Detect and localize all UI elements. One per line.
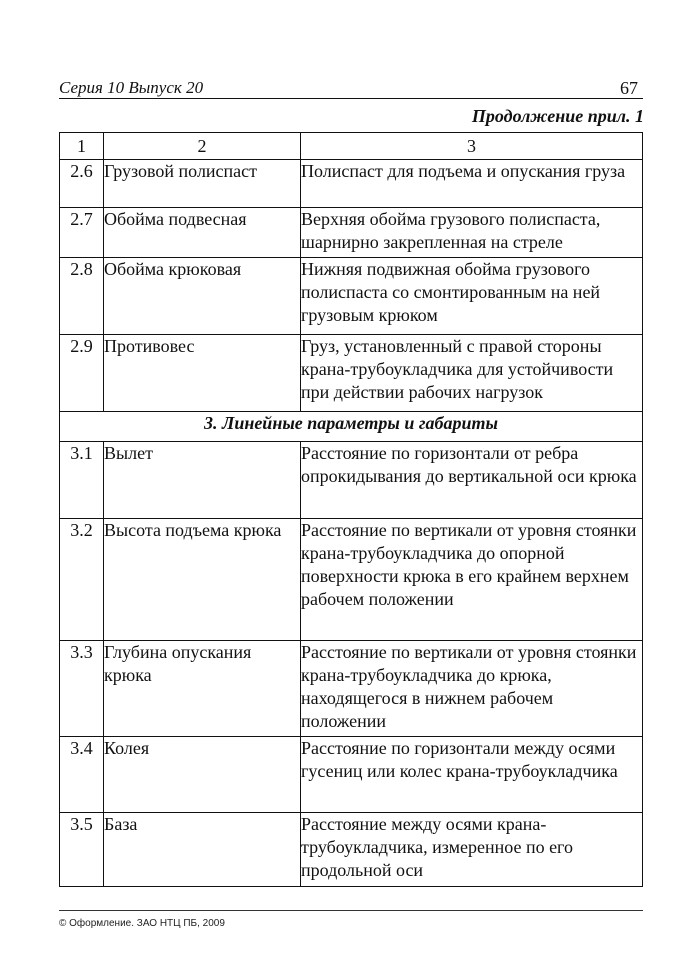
table-row: [60, 813, 643, 887]
item-definition: Расстояние по горизонтали между осями гусениц или колес крана-трубоукладчика: [301, 737, 643, 813]
series-title: Серия 10 Выпуск 20: [59, 78, 204, 97]
table-row: [60, 519, 643, 641]
table-row: [60, 442, 643, 519]
item-number: 3.4: [60, 737, 104, 813]
item-term: Высота подъема крюка: [104, 519, 301, 641]
copyright-footer: © Оформление. ЗАО НТЦ ПБ, 2009: [59, 918, 225, 929]
section-row: [60, 412, 643, 442]
column-header: 3: [301, 133, 643, 160]
running-header: [59, 78, 640, 98]
item-number: 2.9: [60, 335, 104, 412]
section-title: 3. Линейные параметры и габариты: [60, 412, 643, 442]
table-row: [60, 737, 643, 813]
header-rule: [59, 98, 643, 99]
item-definition: Расстояние по вертикали от уровня стоянки крана-трубоукладчика до крюка, находящегося в нижнем рабочем положении: [301, 641, 643, 737]
table-row: [60, 208, 643, 258]
item-term: Противовес: [104, 335, 301, 412]
table-header-row: [60, 133, 643, 160]
table-row: [60, 160, 643, 208]
continuation-caption: Продолжение прил. 1: [471, 106, 644, 126]
item-term: База: [104, 813, 301, 887]
footer-rule: [59, 910, 643, 911]
table-row: [60, 335, 643, 412]
item-definition: Расстояние между осями крана-трубоукладчика, измеренное по его продольной оси: [301, 813, 643, 887]
item-number: 3.5: [60, 813, 104, 887]
terms-table: [59, 132, 643, 887]
item-term: Колея: [104, 737, 301, 813]
item-definition: Нижняя подвижная обойма грузового полиспаста со смонтированным на ней грузовым крюком: [301, 258, 643, 335]
item-number: 2.8: [60, 258, 104, 335]
item-term: Глубина опускания крюка: [104, 641, 301, 737]
item-number: 2.6: [60, 160, 104, 208]
item-number: 3.2: [60, 519, 104, 641]
item-term: Обойма подвесная: [104, 208, 301, 258]
item-number: 3.3: [60, 641, 104, 737]
item-number: 3.1: [60, 442, 104, 519]
table-row: [60, 258, 643, 335]
page-number: 67: [620, 78, 638, 98]
item-definition: Верхняя обойма грузового полиспаста, шарнирно закрепленная на стреле: [301, 208, 643, 258]
item-definition: Расстояние по горизонтали от ребра опрокидывания до вертикальной оси крюка: [301, 442, 643, 519]
item-number: 2.7: [60, 208, 104, 258]
column-header: 2: [104, 133, 301, 160]
item-definition: Груз, установленный с правой стороны крана-трубоукладчика для устойчивости при действии рабочих нагрузок: [301, 335, 643, 412]
table-row: [60, 641, 643, 737]
column-header: 1: [60, 133, 104, 160]
item-term: Обойма крюковая: [104, 258, 301, 335]
item-term: Грузовой полиспаст: [104, 160, 301, 208]
item-term: Вылет: [104, 442, 301, 519]
item-definition: Расстояние по вертикали от уровня стоянки крана-трубоукладчика до опорной поверхности крюка в его крайнем верхнем рабочем положении: [301, 519, 643, 641]
item-definition: Полиспаст для подъема и опускания груза: [301, 160, 643, 208]
